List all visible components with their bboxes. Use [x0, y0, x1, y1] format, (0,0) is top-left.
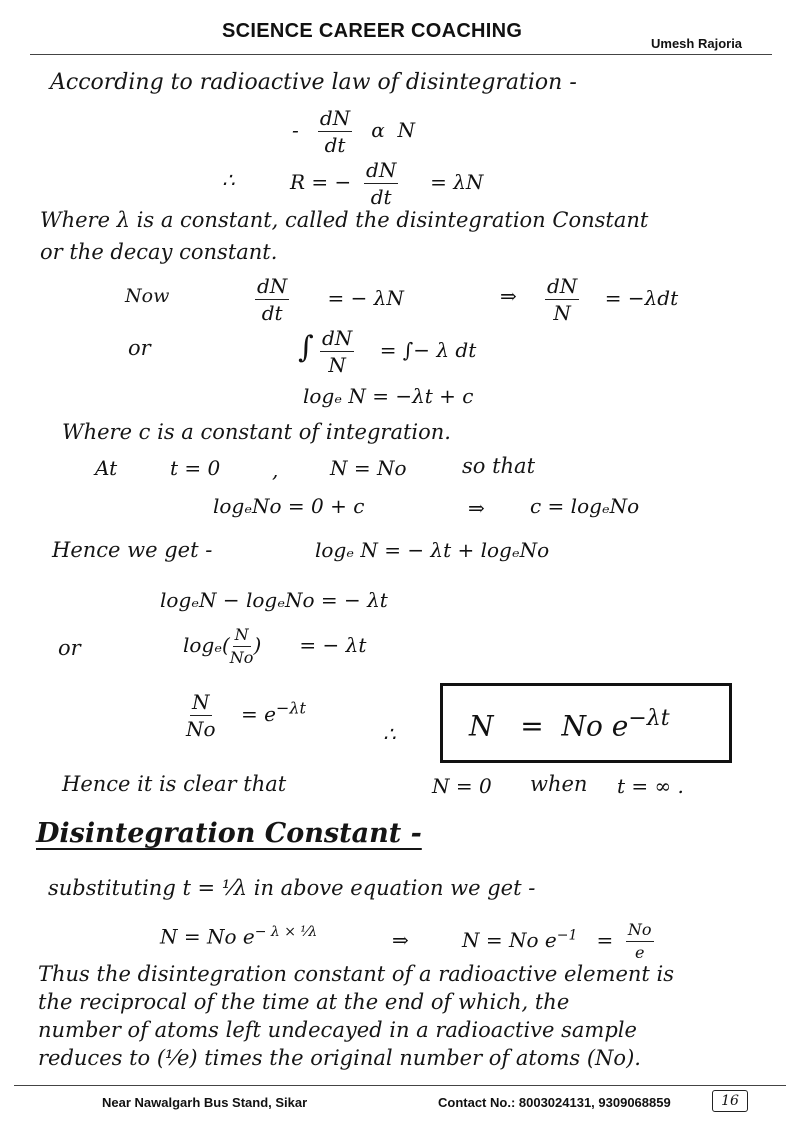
fraction-numerator: dN	[547, 274, 578, 298]
N-equals-No: N = No	[330, 456, 407, 480]
t-infinity: t = ∞ .	[617, 774, 684, 798]
integral-sign: ∫	[298, 330, 314, 365]
exponent: − λ × ¹⁄λ	[254, 924, 318, 940]
fraction-numerator: dN	[319, 106, 351, 130]
dN-dt-fraction	[255, 276, 289, 323]
fraction-denominator: N	[328, 353, 346, 377]
hence-we-get: Hence we get -	[52, 538, 213, 562]
exponent: −λt	[275, 698, 306, 718]
law-intro: According to radioactive law of disintegration -	[50, 70, 577, 95]
N-No-fraction	[186, 692, 216, 739]
where-c-line: Where c is a constant of integration.	[62, 420, 451, 444]
or-label: or	[128, 336, 151, 360]
log-ratio-eq	[183, 627, 366, 666]
equals-neg-lambdaN: = − λN	[327, 286, 404, 310]
equals-neg-lambdat: = − λt	[299, 633, 367, 657]
proportional-sign: α	[371, 118, 385, 142]
at-label: At	[95, 456, 118, 480]
N-zero: N = 0	[432, 774, 492, 798]
page-title: SCIENCE CAREER COACHING	[222, 20, 523, 42]
fraction-numerator: N	[233, 627, 251, 647]
conclusion-line-4: reduces to (¹⁄e) times the original number of atoms (No).	[38, 1046, 641, 1070]
c-value: c = logₑNo	[530, 494, 640, 518]
footer-rule	[14, 1085, 786, 1086]
equals-neg-lambdadt: = −λdt	[604, 286, 679, 310]
boxed-N: N	[469, 709, 494, 743]
now-eq	[255, 276, 404, 323]
hence-clear: Hence it is clear that	[62, 772, 287, 796]
comma: ,	[272, 458, 279, 482]
fraction-numerator: dN	[366, 158, 397, 182]
N-No-e: N = No e	[462, 928, 557, 952]
equals-sign: =	[596, 928, 614, 952]
R-equals: R = −	[290, 170, 352, 194]
dN-N-fraction	[545, 276, 579, 323]
substituted-eq	[160, 924, 317, 949]
hence-eq: logₑ N = − λt + logₑNo	[315, 538, 550, 562]
fraction-numerator: dN	[257, 274, 288, 298]
dN-N-fraction	[320, 328, 354, 375]
where-lambda-line1: Where λ is a constant, called the disintegration Constant	[40, 208, 649, 232]
conclusion-line-2: the reciprocal of the time at the end of which, the	[38, 990, 570, 1014]
therefore-sign-2: ∴	[383, 722, 396, 746]
exponent: −1	[556, 927, 578, 944]
boxed-equals: =	[520, 709, 544, 743]
conclusion-line-1: Thus the disintegration constant of a radioactive element is	[38, 962, 675, 986]
fraction-denominator: e	[635, 943, 645, 962]
boxed-No-e: No e	[561, 709, 629, 743]
fraction-denominator: dt	[370, 185, 392, 209]
conclusion-line-3: number of atoms left undecayed in a radioactive sample	[38, 1018, 637, 1042]
proportionality-eq	[292, 108, 415, 155]
separated-eq	[545, 276, 678, 323]
page-number: 16	[712, 1090, 748, 1112]
now-label: Now	[125, 285, 170, 307]
dN-dt-fraction	[318, 108, 352, 155]
rate-eq	[290, 160, 483, 207]
where-lambda-line2: or the decay constant.	[40, 240, 278, 264]
equals-lambdaN: = λN	[430, 170, 484, 194]
implies-sign: ⇒	[392, 928, 409, 952]
fraction-numerator: dN	[322, 326, 353, 350]
therefore-sign: ∴	[222, 168, 235, 192]
result-eq	[462, 922, 654, 961]
loge-open: logₑ(	[183, 633, 230, 657]
equals-e: = e	[240, 702, 276, 726]
log-difference-eq: logₑN − logₑNo = − λt	[160, 588, 388, 612]
t-zero: t = 0	[170, 456, 221, 480]
boxed-exponent: −λt	[628, 706, 670, 731]
or-label-2: or	[58, 636, 81, 660]
fraction-denominator: dt	[261, 301, 283, 325]
section-heading: Disintegration Constant -	[36, 818, 422, 849]
logNo-eq: logₑNo = 0 + c	[213, 494, 365, 518]
fraction-denominator: dt	[324, 133, 346, 157]
footer-contact: Contact No.: 8003024131, 9309068859	[438, 1095, 671, 1110]
log-eq: logₑ N = −λt + c	[303, 384, 474, 408]
fraction-denominator: No	[229, 648, 254, 667]
header-rule	[30, 54, 772, 55]
boxed-result	[440, 683, 732, 763]
No-e-fraction	[626, 922, 654, 961]
dN-dt-fraction	[364, 160, 398, 207]
footer-address: Near Nawalgarh Bus Stand, Sikar	[102, 1095, 308, 1110]
N-No-fraction	[230, 627, 254, 666]
fraction-numerator: N	[192, 690, 210, 714]
implies-sign: ⇒	[468, 496, 485, 520]
integral-eq	[298, 328, 476, 375]
author-name: Umesh Rajoria	[651, 36, 743, 51]
so-that: so that	[462, 454, 536, 478]
fraction-numerator: No	[626, 922, 654, 942]
exp-ratio-eq	[186, 692, 306, 739]
substitution-line: substituting t = ¹⁄λ in above equation we get -	[48, 876, 536, 900]
integral-rhs: = ∫− λ dt	[379, 338, 477, 362]
fraction-denominator: No	[186, 717, 216, 741]
implies-sign: ⇒	[500, 284, 517, 308]
variable-N: N	[397, 118, 415, 142]
loge-close: )	[253, 633, 262, 657]
boxed-eq	[469, 706, 670, 742]
minus-sign: -	[292, 118, 299, 142]
fraction-denominator: N	[553, 301, 571, 325]
No-e: N = No e	[160, 924, 255, 949]
when-label: when	[530, 772, 588, 796]
